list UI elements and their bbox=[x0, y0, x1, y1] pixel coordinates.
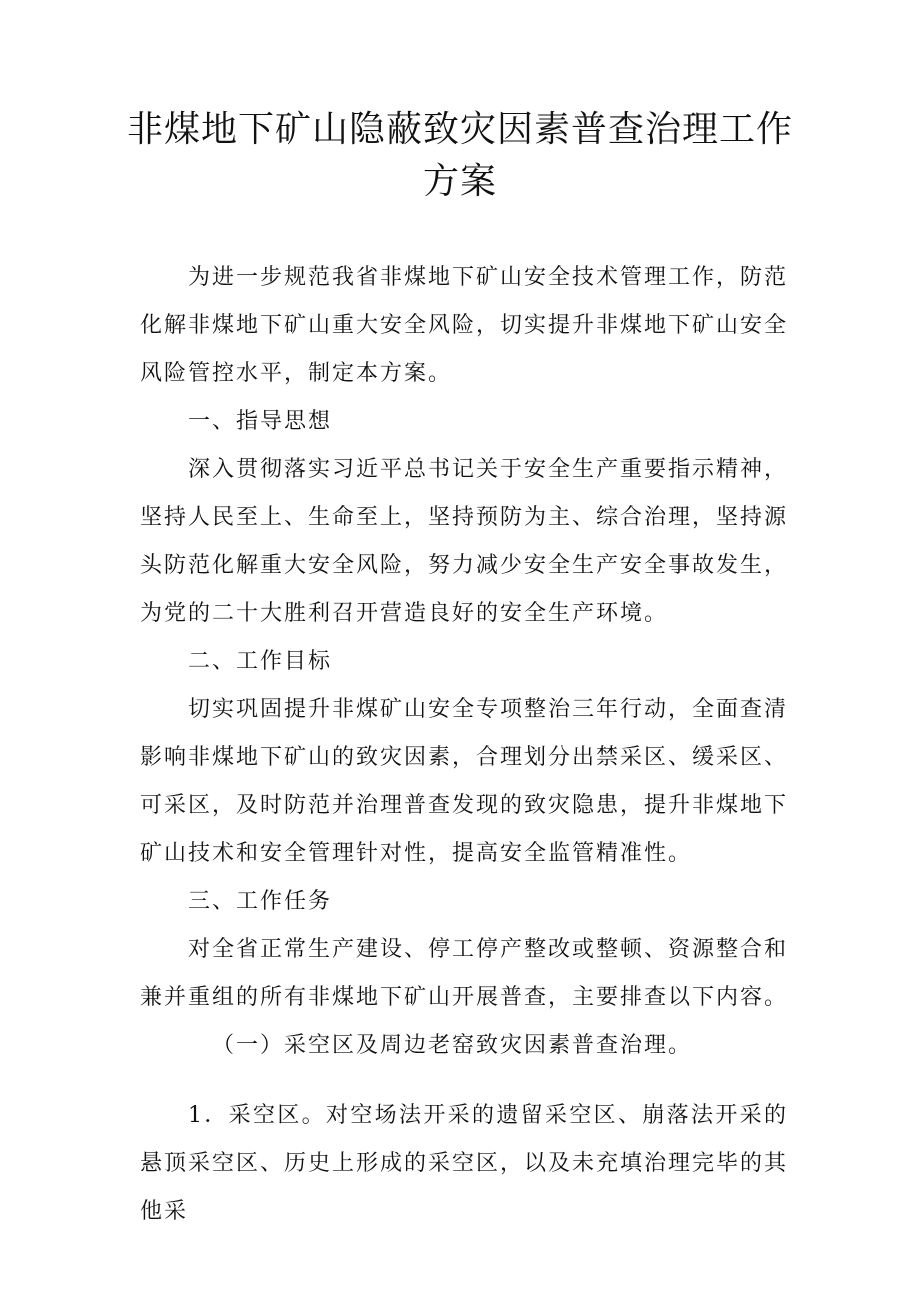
guiding-ideology-paragraph: 深入贯彻落实习近平总书记关于安全生产重要指示精神，坚持人民至上、生命至上，坚持预防为主、综合治理，坚持源头防范化解重大安全风险，努力减少安全生产安全事故发生，为党的二十大胜利召开营造良好的安全生产环境。 bbox=[140, 457, 789, 626]
document-title-line-2: 方案 bbox=[422, 161, 497, 202]
section-heading-work-tasks: 三、工作任务 bbox=[188, 889, 333, 914]
work-goals-paragraph: 切实巩固提升非煤矿山安全专项整治三年行动，全面查清影响非煤地下矿山的致灾因素，合理划分出禁采区、缓采区、可采区，及时防范并治理普查发现的致灾隐患，提升非煤地下矿山技术和安全管理针对性，提高安全监管精准性。 bbox=[140, 697, 789, 866]
section-heading-work-goals: 二、工作目标 bbox=[188, 649, 333, 674]
subsection-heading-goaf: （一）采空区及周边老窑致灾因素普查治理。 bbox=[212, 1033, 693, 1058]
item-1-goaf-paragraph: 1．采空区。对空场法开采的遗留采空区、崩落法开采的悬顶采空区、历史上形成的采空区，以及未充填治理完毕的其他采 bbox=[140, 1103, 789, 1224]
document-title-line-1: 非煤地下矿山隐蔽致灾因素普查治理工作 bbox=[126, 109, 793, 150]
intro-paragraph: 为进一步规范我省非煤地下矿山安全技术管理工作，防范化解非煤地下矿山重大安全风险，切实提升非煤地下矿山安全风险管控水平，制定本方案。 bbox=[140, 265, 789, 386]
work-tasks-paragraph: 对全省正常生产建设、停工停产整改或整顿、资源整合和兼并重组的所有非煤地下矿山开展普查，主要排查以下内容。 bbox=[140, 937, 789, 1010]
section-heading-guiding-ideology: 一、指导思想 bbox=[188, 409, 333, 434]
